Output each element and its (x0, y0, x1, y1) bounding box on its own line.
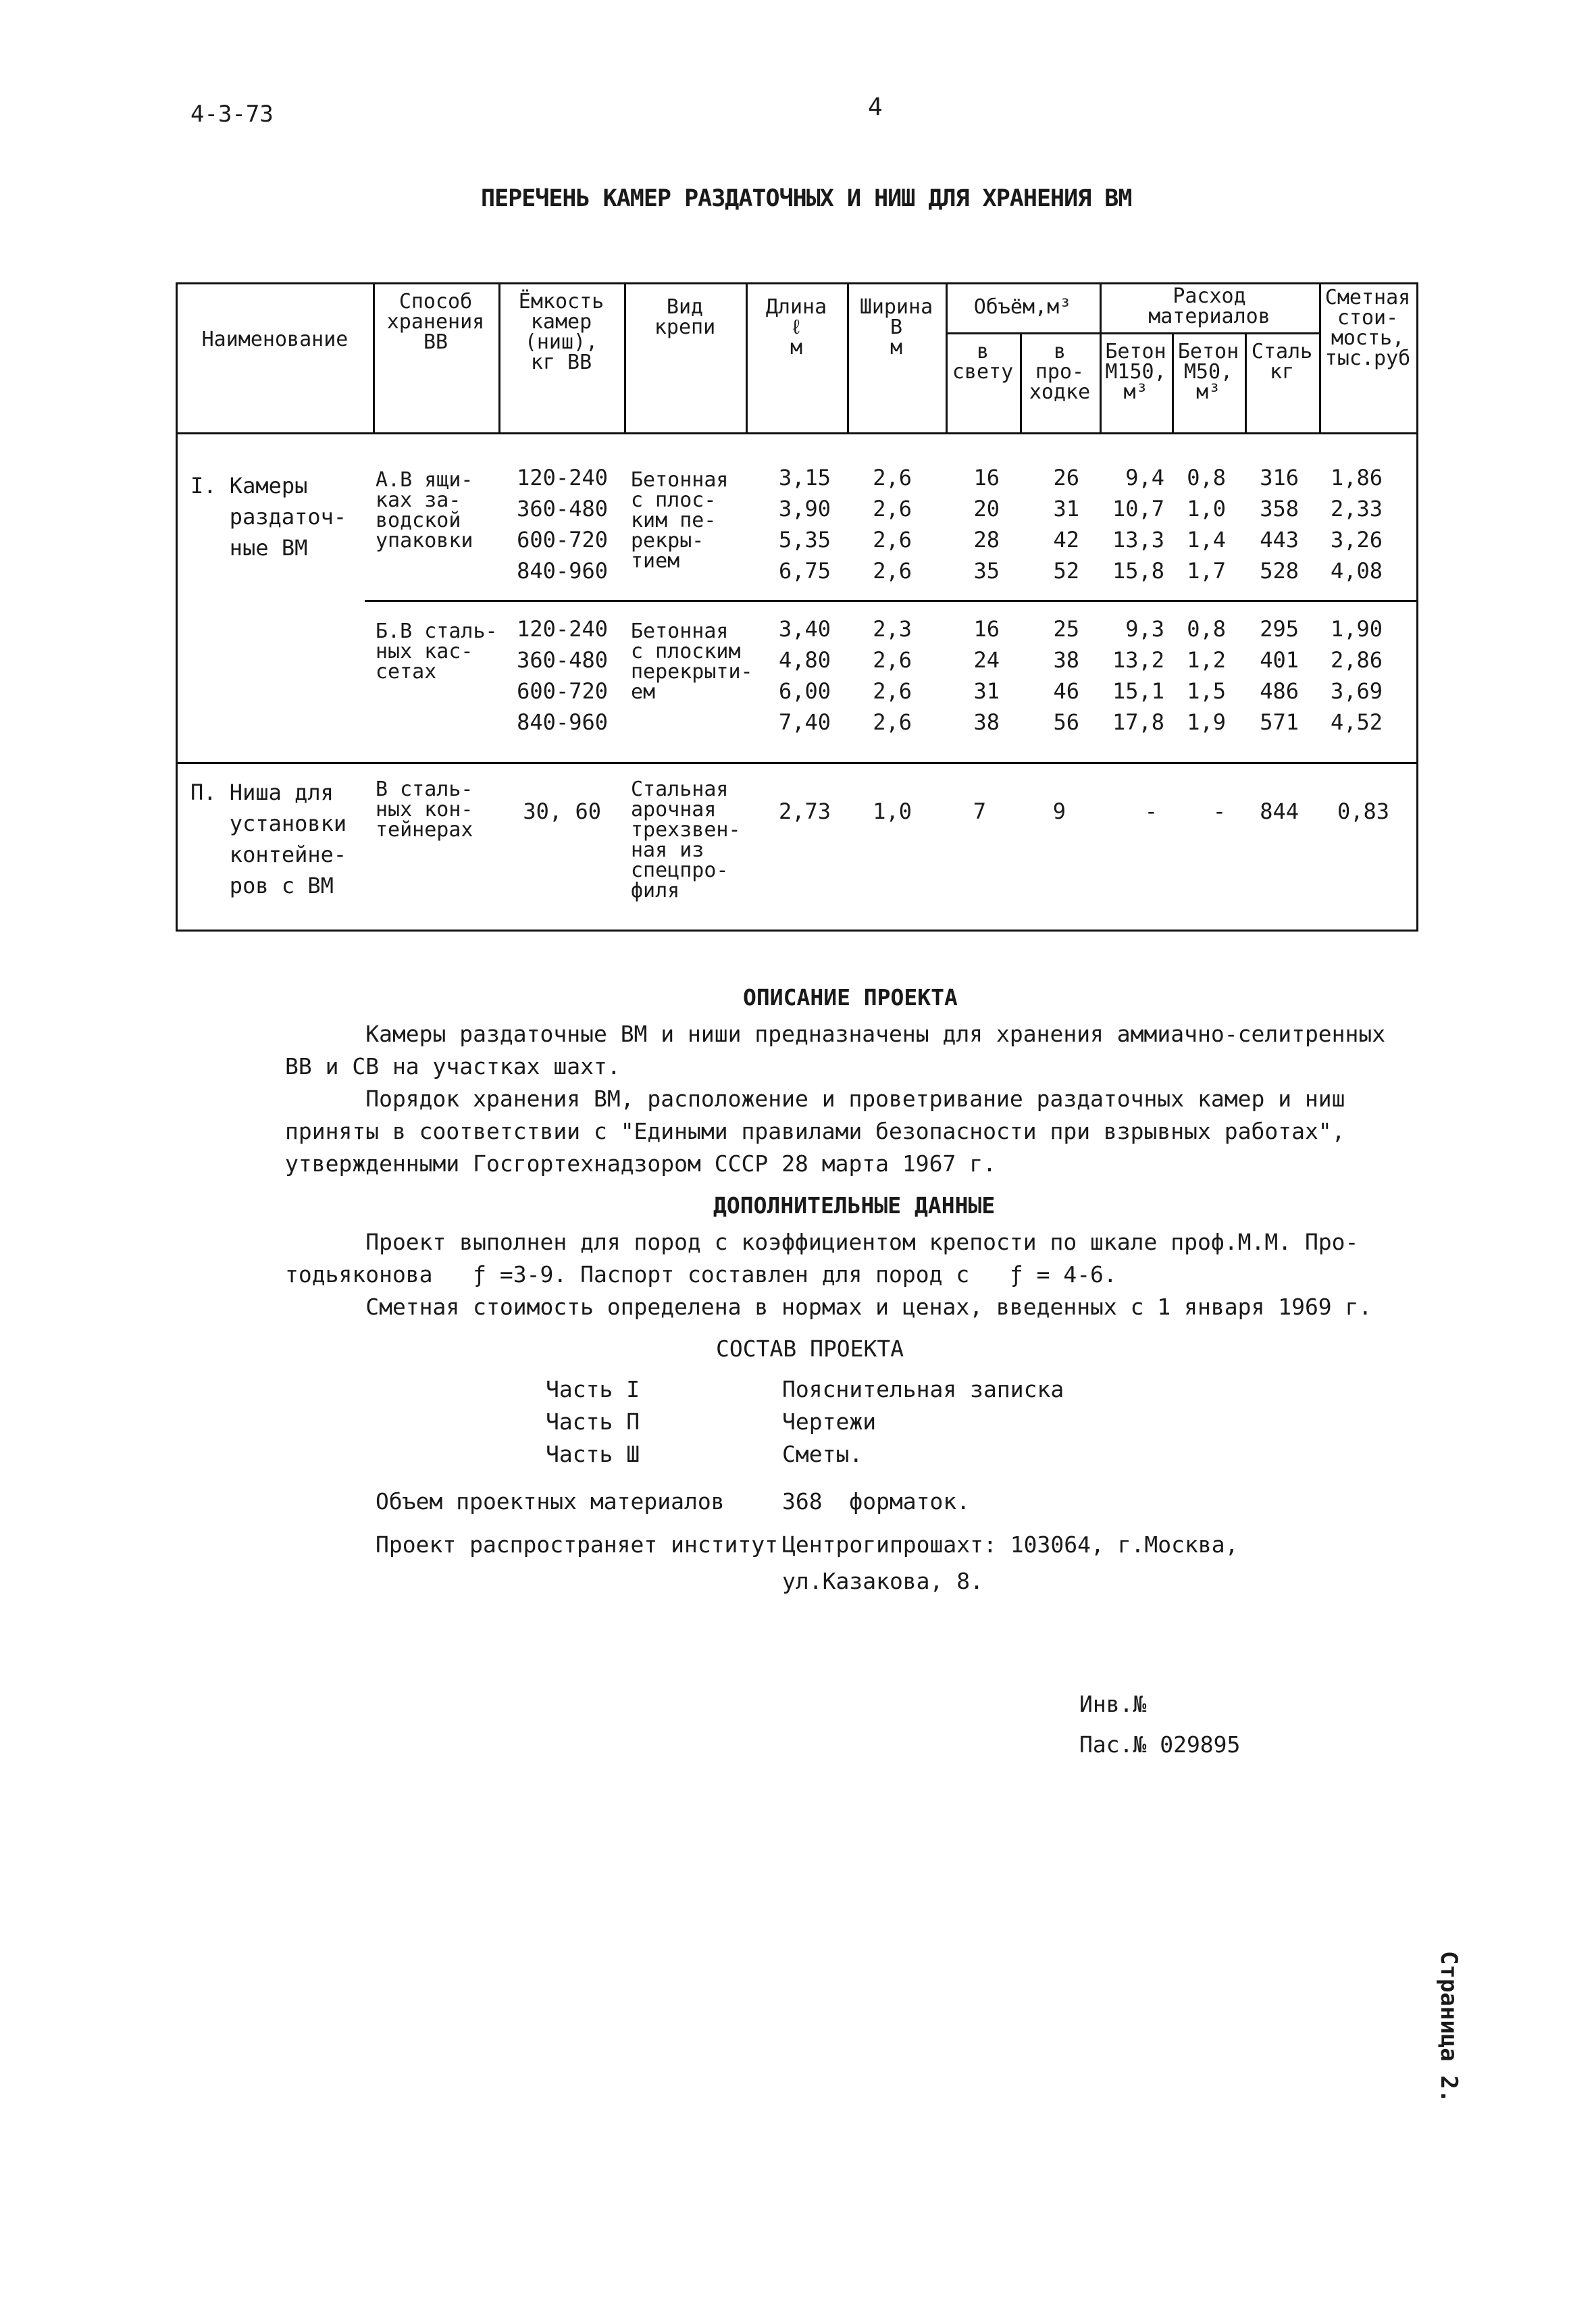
table-cell: 486 (1260, 678, 1299, 704)
group1b-support: Бетонная с плоским перекрыти- ем (631, 619, 753, 704)
description-heading: ОПИСАНИЕ ПРОЕКТА (743, 984, 958, 1011)
group1b-storage: Б.В сталь- ных кас- сетах (376, 619, 498, 684)
table-cell: 56 (1053, 709, 1079, 735)
distributor-label: Проект распространяет институт (376, 1531, 779, 1558)
composition-heading: СОСТАВ ПРОЕКТА (716, 1336, 904, 1362)
additional-line: Сметная стоимость определена в нормах и ценах, введенных с 1 января 1969 г. (285, 1294, 1372, 1320)
table-cell: 840-960 (517, 558, 608, 584)
table-cell: 28 (973, 527, 1000, 553)
table-cell: 2,6 (873, 558, 912, 584)
passport-number: Пас.№ 029895 (1079, 1731, 1241, 1758)
table-cell: 17,8 (1112, 709, 1164, 735)
group2-name: П. Ниша для установки контейне- ров с ВМ (190, 780, 347, 898)
table-cell: 2,6 (873, 709, 912, 735)
header-concrete150: Бетон М150, м³ (1105, 340, 1166, 404)
table-cell: 16 (973, 465, 1000, 490)
table-cell: 3,40 (778, 616, 831, 642)
group2-support: Стальная арочная трехзвен- ная из спецпро- филя (631, 778, 741, 903)
group-a-bottom-border (365, 600, 1418, 602)
composition-part-label: Часть П (546, 1408, 640, 1435)
group2-storage: В сталь- ных кон- тейнерах (376, 778, 473, 842)
table-cell: 1,9 (1187, 709, 1226, 735)
table-cell: 15,1 (1112, 678, 1164, 704)
table-cell: 360-480 (517, 647, 608, 673)
group2-width: 1,0 (873, 798, 912, 824)
header-cost: Сметная стои- мость, тыс.руб (1324, 286, 1411, 370)
table-cell: 4,08 (1330, 558, 1383, 584)
description-line: приняты в соответствии с "Едиными правилами безопасности при взрывных работах", (285, 1118, 1345, 1144)
header-vol-clear: в свету (952, 340, 1014, 384)
table-cell: 9,4 (1125, 465, 1164, 490)
group2-vol-clear: 7 (973, 798, 986, 824)
table-cell: 0,8 (1187, 465, 1226, 490)
table-cell: 840-960 (517, 709, 608, 735)
table-cell: 1,90 (1330, 616, 1383, 642)
header-vol-drive: в про- ходке (1029, 340, 1091, 404)
table-cell: 38 (1053, 647, 1079, 673)
table-cell: 2,6 (873, 647, 912, 673)
table-cell: 1,7 (1187, 558, 1226, 584)
table-cell: 295 (1260, 616, 1299, 642)
header-volume: Объём,м³ (973, 295, 1072, 319)
table-cell: 528 (1260, 558, 1299, 584)
group2-capacity: 30, 60 (523, 798, 601, 824)
description-line: утвержденными Госгортехнадзором СССР 28 марта 1967 г. (285, 1150, 996, 1177)
header-steel: Сталь кг (1251, 340, 1313, 384)
table-cell: 1,5 (1187, 678, 1226, 704)
table-cell: 15,8 (1112, 558, 1164, 584)
group1-name: I. Камеры раздаточ- ные ВМ (190, 473, 347, 561)
group1-bottom-border (176, 762, 1418, 764)
additional-line: тодьяконова ƒ =3-9. Паспорт составлен для пород с ƒ = 4-6. (285, 1261, 1117, 1288)
table-cell: 38 (973, 709, 1000, 735)
table-cell: 4,80 (778, 647, 831, 673)
composition-part-value: Пояснительная записка (782, 1376, 1064, 1402)
group2-c150: - (1144, 798, 1158, 824)
table-cell: 120-240 (517, 616, 608, 642)
table-cell: 443 (1260, 527, 1299, 553)
table-cell: 24 (973, 647, 1000, 673)
table-cell: 316 (1260, 465, 1299, 490)
table-cell: 31 (973, 678, 1000, 704)
description-line: Камеры раздаточные ВМ и ниши предназначены для хранения аммиачно-селитренных (285, 1021, 1386, 1047)
header-capacity: Ёмкость камер (ниш), кг ВВ (518, 290, 604, 374)
composition-part-label: Часть I (546, 1376, 640, 1402)
group1a-support: Бетонная с плос- ким пе- рекры- тием (631, 468, 729, 573)
table-cell: 25 (1053, 616, 1079, 642)
table-cell: 5,35 (778, 527, 831, 553)
table-cell: 3,15 (778, 465, 831, 490)
table-cell: 4,52 (1330, 709, 1383, 735)
group2-c50: - (1212, 798, 1226, 824)
table-cell: 6,75 (778, 558, 831, 584)
table-cell: 1,86 (1330, 465, 1383, 490)
header-width: Ширина В м (859, 295, 933, 359)
composition-part-label: Часть Ш (546, 1441, 640, 1467)
col-border-12 (1416, 282, 1418, 930)
description-line: ВВ и СВ на участках шахт. (285, 1053, 621, 1079)
table-cell: 10,7 (1112, 496, 1164, 522)
table-cell: 3,90 (778, 496, 831, 522)
header-bottom-border (176, 432, 1418, 434)
header-length: Длина ℓ м (765, 295, 827, 359)
side-page-label: Страница 2. (1435, 1951, 1462, 2104)
page-title: ПЕРЕЧЕНЬ КАМЕР РАЗДАТОЧНЫХ И НИШ ДЛЯ ХРАНЕНИЯ ВМ (481, 185, 1132, 212)
group1a-storage: А.В ящи- ках за- водской упаковки (376, 468, 473, 553)
composition-part-value: Чертежи (782, 1408, 877, 1435)
table-cell: 31 (1053, 496, 1079, 522)
table-cell: 3,26 (1330, 527, 1383, 553)
description-line: Порядок хранения ВМ, расположение и проветривание раздаточных камер и ниш (285, 1086, 1345, 1112)
table-cell: 2,6 (873, 678, 912, 704)
inventory-number-label: Инв.№ (1079, 1691, 1147, 1717)
table-cell: 1,4 (1187, 527, 1226, 553)
header-support: Вид крепи (654, 295, 716, 339)
table-bottom-border (176, 930, 1418, 932)
table-cell: 401 (1260, 647, 1299, 673)
table-cell: 2,6 (873, 527, 912, 553)
table-cell: 3,69 (1330, 678, 1383, 704)
table-cell: 6,00 (778, 678, 831, 704)
distributor-value: Центрогипрошахт: 103064, г.Москва, (782, 1531, 1239, 1558)
header-concrete50: Бетон М50, м³ (1177, 340, 1239, 404)
header-materials: Расход материалов (1148, 284, 1270, 328)
table-cell: 52 (1053, 558, 1079, 584)
table-cell: 42 (1053, 527, 1079, 553)
table-cell: 46 (1053, 678, 1079, 704)
additional-line: Проект выполнен для пород с коэффициентом крепости по шкале проф.М.М. Про- (285, 1229, 1359, 1255)
table-cell: 571 (1260, 709, 1299, 735)
distributor-address: ул.Казакова, 8. (782, 1568, 984, 1594)
table-cell: 7,40 (778, 709, 831, 735)
table-cell: 120-240 (517, 465, 608, 490)
table-cell: 360-480 (517, 496, 608, 522)
group2-length: 2,73 (778, 798, 831, 824)
table-cell: 600-720 (517, 678, 608, 704)
page-number: 4 (868, 93, 883, 121)
table-cell: 2,86 (1330, 647, 1383, 673)
table-cell: 2,33 (1330, 496, 1383, 522)
table-cell: 13,3 (1112, 527, 1164, 553)
header-name: Наименование (201, 328, 349, 351)
materials-subheader-border (1100, 332, 1319, 334)
table-cell: 20 (973, 496, 1000, 522)
table-cell: 2,6 (873, 496, 912, 522)
table-cell: 600-720 (517, 527, 608, 553)
table-cell: 2,6 (873, 465, 912, 490)
group2-cost: 0,83 (1337, 798, 1389, 824)
table-cell: 0,8 (1187, 616, 1226, 642)
group2-vol-drive: 9 (1052, 798, 1066, 824)
document-code: 4-3-73 (190, 101, 274, 128)
additional-heading: ДОПОЛНИТЕЛЬНЫЕ ДАННЫЕ (713, 1192, 996, 1219)
header-storage: Способ хранения ВВ (386, 290, 485, 354)
table-cell: 358 (1260, 496, 1299, 522)
table-cell: 35 (973, 558, 1000, 584)
volume-subheader-border (946, 332, 1100, 334)
table-cell: 16 (973, 616, 1000, 642)
composition-part-value: Сметы. (782, 1441, 863, 1467)
group2-steel: 844 (1260, 798, 1299, 824)
table-cell: 13,2 (1112, 647, 1164, 673)
table-cell: 9,3 (1125, 616, 1164, 642)
col-border-0 (176, 282, 178, 930)
volume-label: Объем проектных материалов (376, 1488, 725, 1515)
table-cell: 26 (1053, 465, 1079, 490)
table-cell: 1,0 (1187, 496, 1226, 522)
volume-value: 368 форматок. (782, 1488, 971, 1515)
table-cell: 2,3 (873, 616, 912, 642)
table-cell: 1,2 (1187, 647, 1226, 673)
